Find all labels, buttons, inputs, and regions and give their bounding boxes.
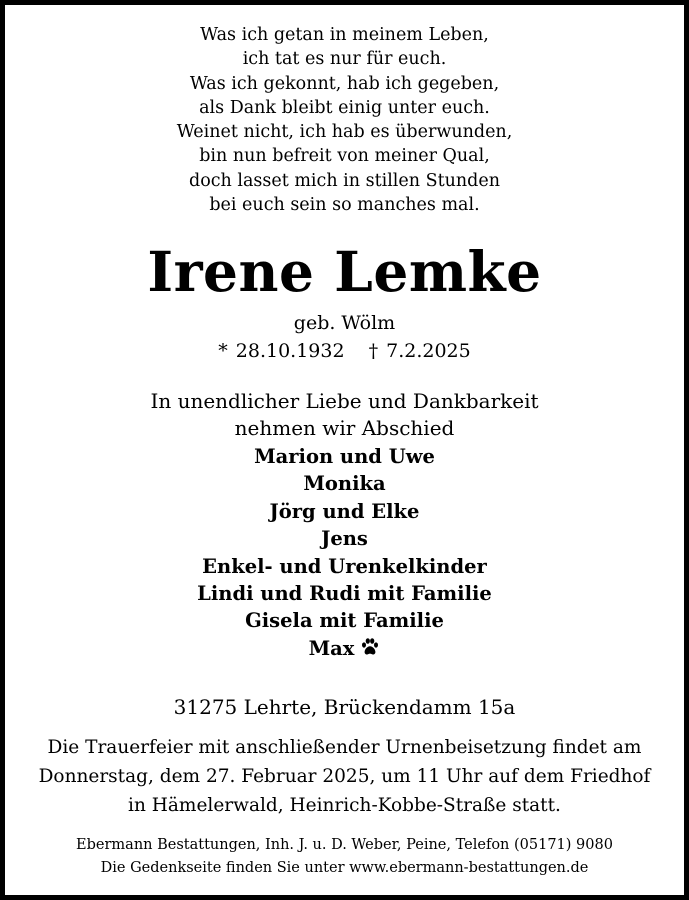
ceremony-line: in Hämelerwald, Heinrich-Kobbe-Straße statt. (128, 795, 561, 816)
mourner-item: Marion und Uwe (254, 445, 435, 468)
paw-print-icon (360, 637, 380, 664)
poem-line: Weinet nicht, ich hab es überwunden, (176, 122, 513, 143)
mourner-item: Jens (321, 527, 368, 551)
poem-line: bin nun befreit von meiner Qual, (199, 146, 490, 167)
born-name: geb. Wölm (293, 312, 396, 334)
life-dates (5, 338, 684, 364)
footer-memorial-page: Die Gedenkseite finden Sie unter www.ebermann-bestattungen.de (100, 860, 589, 876)
poem (5, 23, 684, 217)
farewell-line: In unendlicher Liebe und Dankbarkeit (150, 389, 539, 413)
poem-line: doch lasset mich in stillen Stunden (189, 170, 500, 191)
poem-line: ich tat es nur für euch. (242, 49, 447, 70)
farewell-line: nehmen wir Abschied (234, 416, 455, 440)
deceased-name: Irene Lemke (147, 239, 542, 304)
ceremony-info (5, 733, 684, 820)
birth-date: * 28.10.1932 (218, 340, 345, 362)
mourner-item: Monika (303, 472, 386, 496)
poem-line: Was ich gekonnt, hab ich gegeben, (189, 73, 500, 94)
ceremony-line: Die Trauerfeier mit anschließender Urnenbeisetzung findet am (47, 737, 642, 758)
poem-line: als Dank bleibt einig unter euch. (199, 97, 490, 118)
mourner-item: Enkel- und Urenkelkinder (202, 554, 487, 578)
mourner-item-pet (5, 635, 684, 664)
death-date: † 7.2.2025 (368, 340, 471, 362)
mourner-item: Lindi und Rudi mit Familie (197, 582, 492, 606)
footer (5, 834, 684, 880)
footer-funeral-home: Ebermann Bestattungen, Inh. J. u. D. Weber, Peine, Telefon (05171) 9080 (76, 837, 613, 853)
mourner-pet-name: Max (308, 636, 355, 660)
mourner-item: Gisela mit Familie (245, 609, 444, 633)
address: 31275 Lehrte, Brückendamm 15a (173, 695, 516, 719)
poem-line: bei euch sein so manches mal. (209, 195, 480, 216)
ceremony-line: Donnerstag, dem 27. Februar 2025, um 11 Uhr auf dem Friedhof (38, 766, 651, 787)
poem-line: Was ich getan in meinem Leben, (200, 25, 489, 45)
mourners-list (5, 443, 684, 664)
mourner-item: Jörg und Elke (269, 499, 420, 523)
farewell-text (5, 388, 684, 442)
